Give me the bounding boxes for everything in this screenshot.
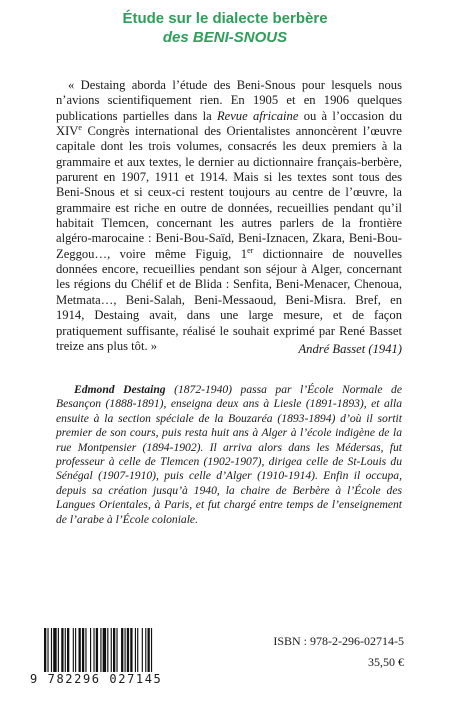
isbn-label: ISBN : 978-2-296-02714-5	[273, 634, 404, 648]
barcode-digits: 9 782296 027145	[30, 672, 163, 686]
author-biography	[56, 383, 402, 527]
price-label: 35,50 €	[368, 655, 404, 669]
book-subtitle: des BENI-SNOUS	[162, 29, 288, 46]
superscript-er: er	[247, 245, 254, 255]
quote-text-d: dictionnaire de nouvelles données encore, recueillies pendant son séjour à Alger, concernant les régions du Chélif et de Blida : Senfita, Beni-Menacer, Chenoua, Metmata…, Beni-Salah, Beni-Messaoud, Beni-Misra. Bref, en 1914, Destaing avait, dans une large mesure, et de façon pratiquement suffisante, réalisé le souhait exprimé par René Basset treize ans plus tôt. »	[56, 246, 402, 353]
quote-text-b: ou à l’occasion du XIV	[56, 108, 403, 139]
book-title: Étude sur le dialecte berbère	[122, 10, 328, 27]
quote-attribution: André Basset (1941)	[298, 342, 402, 356]
back-cover-quote	[56, 78, 402, 354]
superscript-e: e	[78, 122, 82, 132]
quote-paragraph	[56, 78, 402, 354]
barcode-image	[42, 628, 202, 672]
bio-text: (1872-1940) passa par l’École Normale de Besançon (1888-1891), enseigna deux ans à Liesle (1891-1893), et alla ensuite à la section spéciale de la Bouzaréa (1893-1894) d’où il sortit premier de son cours, puis resta huit ans à Alger à l’école indigène de la rue Montpensier (1894-1902). Il arriva alors dans les Médersas, fut professeur à celle de Tlemcen (1902-1907), dirigea celle de St-Louis du Sénégal (1907-1910), puis celle d’Alger (1910-1914). Enfin il occupa, depuis sa création jusqu’à 1940, la chaire de Berbère à l’École des Langues Orientales, à Paris, et fut chargé entre temps de l’enseignement de l’arabe à l’École coloniale.	[56, 383, 402, 526]
author-name: Edmond Destaing	[74, 383, 166, 396]
quote-text-c: Congrès international des Orientalistes annoncèrent l’œuvre capitale dont les trois volumes, consacrés les deux premiers à la grammaire et aux textes, le dernier au dictionnaire français-berbère, parurent en 1907, 1911 et 1914. Mais si les textes sont tous des Beni-Snous et si ceux-ci restent toujours au centre de l’œuvre, la grammaire est riche en outre de données, recueillies pendant qu’il habitait Tlemcen, concernant les autres parlers de la frontière algéro-marocaine : Beni-Bou-Saïd, Beni-Iznacen, Zkara, Beni-Bou-Zeggou…, voire même Figuig, 1	[56, 124, 402, 261]
quote-text-a: « Destaing aborda l’étude des Beni-Snous pour lesquels nous n’avions scientifiquement rien. En 1905 et en 1906 quelques publications partielles dans la	[56, 78, 402, 123]
bio-paragraph	[56, 383, 402, 527]
journal-title: Revue africaine	[216, 108, 299, 123]
